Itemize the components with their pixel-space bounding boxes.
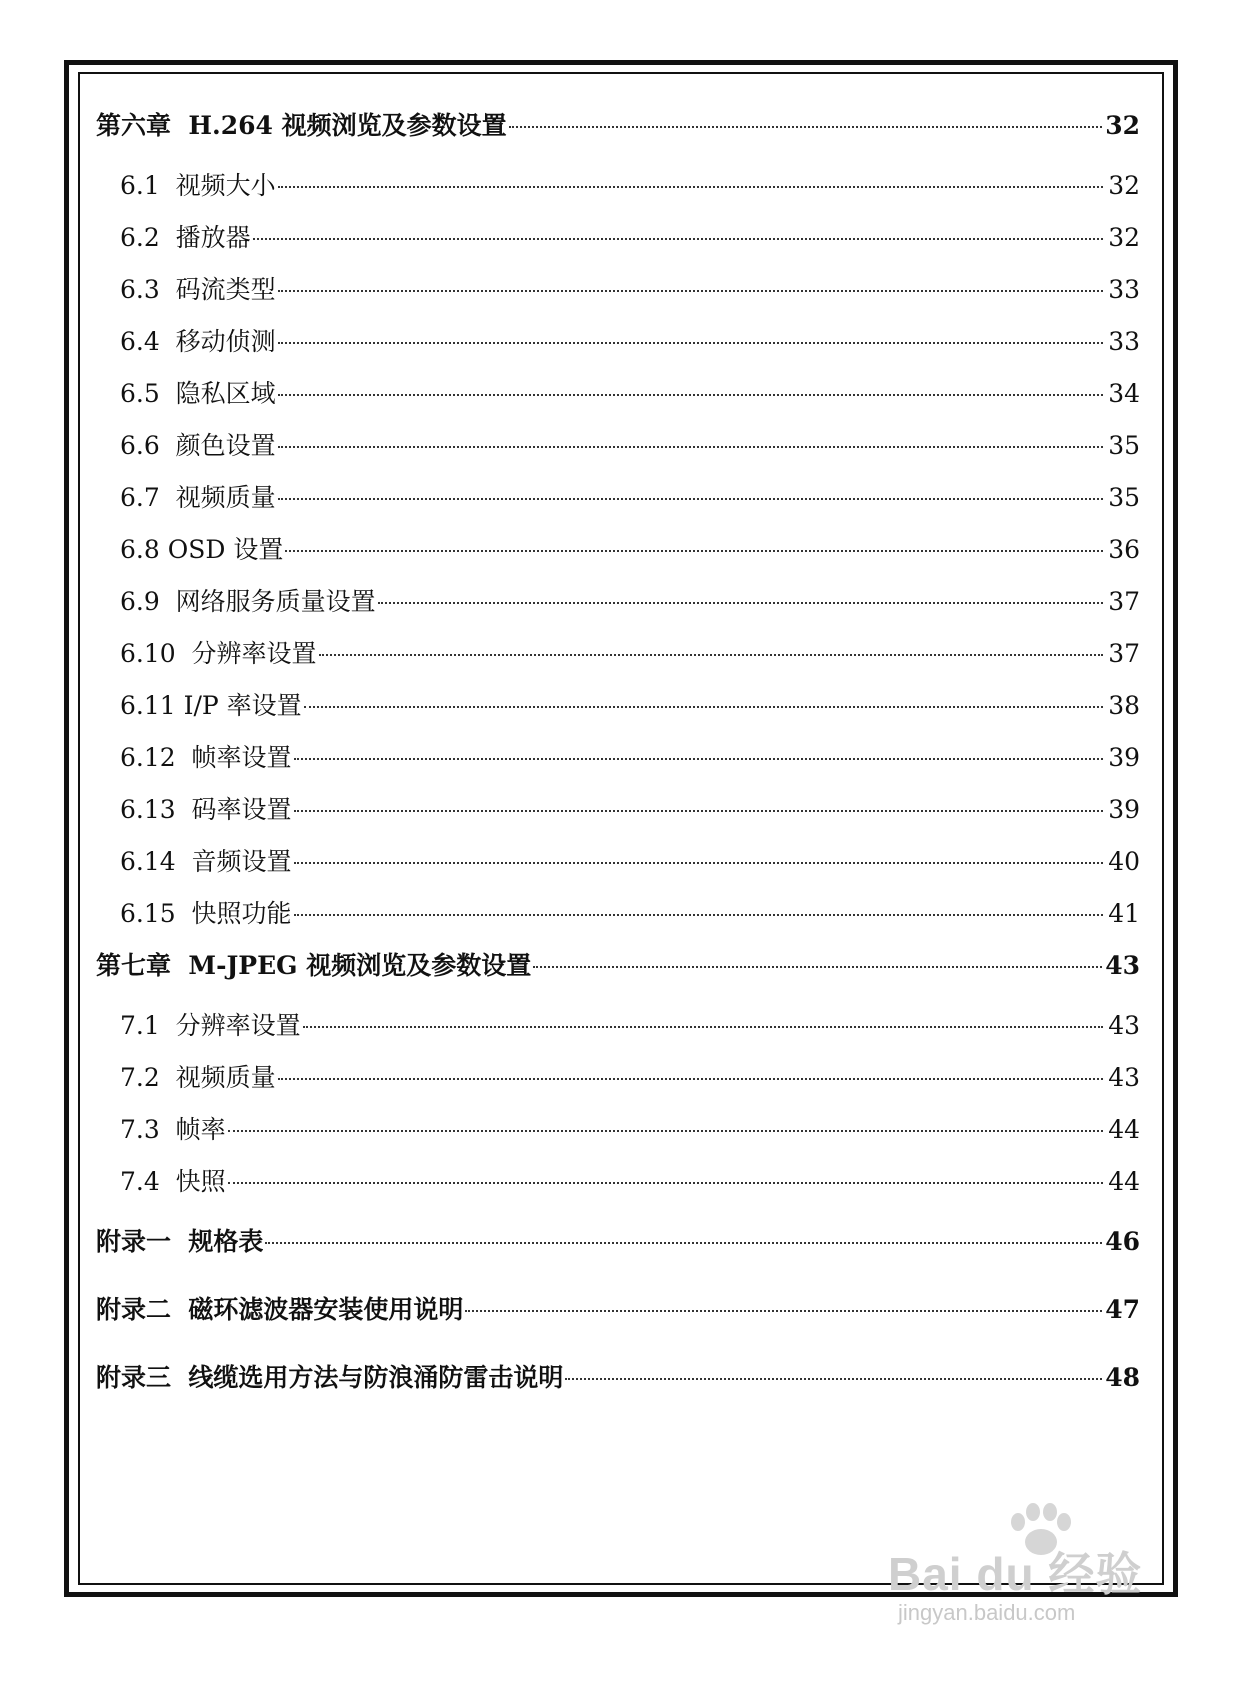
leader-dots: [228, 1130, 1103, 1132]
leader-dots: [278, 446, 1103, 448]
leader-dots: [294, 810, 1103, 812]
toc-page-number: 44: [1108, 1115, 1140, 1144]
toc-page-number: 33: [1108, 327, 1140, 356]
toc-page-number: 35: [1108, 483, 1140, 512]
toc-entry-6-14[interactable]: [96, 836, 1140, 888]
toc-label: 6.5 隐私区域: [120, 379, 276, 408]
table-of-contents: [96, 100, 1140, 1404]
toc-page-number: 37: [1108, 639, 1140, 668]
toc-label: 6.4 移动侦测: [120, 327, 276, 356]
toc-page-number: 43: [1108, 1063, 1140, 1092]
leader-dots: [565, 1378, 1102, 1380]
toc-page-number: 32: [1105, 111, 1140, 140]
toc-label: 7.2 视频质量: [120, 1063, 276, 1092]
leader-dots: [278, 186, 1103, 188]
leader-dots: [294, 914, 1103, 916]
leader-dots: [228, 1182, 1103, 1184]
leader-dots: [378, 602, 1103, 604]
toc-entry-6-6[interactable]: [96, 420, 1140, 472]
toc-page-number: 33: [1108, 275, 1140, 304]
toc-page-number: 36: [1108, 535, 1140, 564]
toc-page-number: 44: [1108, 1167, 1140, 1196]
toc-label: 附录一 规格表: [96, 1227, 264, 1256]
toc-page-number: 32: [1108, 171, 1140, 200]
leader-dots: [319, 654, 1103, 656]
leader-dots: [278, 290, 1103, 292]
toc-label: 6.11 I/P 率设置: [120, 691, 302, 720]
leader-dots: [533, 966, 1102, 968]
toc-page-number: 43: [1108, 1011, 1140, 1040]
toc-page-number: 47: [1105, 1295, 1140, 1324]
toc-label: 6.7 视频质量: [120, 483, 276, 512]
toc-page-number: 41: [1108, 899, 1140, 928]
toc-page-number: 40: [1108, 847, 1140, 876]
toc-appendix-1[interactable]: [96, 1216, 1140, 1268]
toc-page-number: 32: [1108, 223, 1140, 252]
toc-page-number: 34: [1108, 379, 1140, 408]
toc-page-number: 37: [1108, 587, 1140, 616]
leader-dots: [294, 758, 1103, 760]
toc-label: 第七章 M-JPEG 视频浏览及参数设置: [96, 951, 532, 980]
leader-dots: [304, 706, 1103, 708]
toc-entry-6-12[interactable]: [96, 732, 1140, 784]
leader-dots: [278, 1078, 1103, 1080]
toc-entry-6-9[interactable]: [96, 576, 1140, 628]
toc-entry-6-8[interactable]: [96, 524, 1140, 576]
toc-label: 6.3 码流类型: [120, 275, 276, 304]
toc-label: 第六章 H.264 视频浏览及参数设置: [96, 111, 507, 140]
toc-page-number: 43: [1105, 951, 1140, 980]
toc-entry-6-2[interactable]: [96, 212, 1140, 264]
toc-entry-6-11[interactable]: [96, 680, 1140, 732]
toc-page-number: 35: [1108, 431, 1140, 460]
toc-page-number: 39: [1108, 743, 1140, 772]
toc-label: 6.14 音频设置: [120, 847, 292, 876]
toc-page-number: 38: [1108, 691, 1140, 720]
toc-label: 6.13 码率设置: [120, 795, 292, 824]
leader-dots: [278, 394, 1103, 396]
leader-dots: [253, 238, 1103, 240]
toc-entry-6-10[interactable]: [96, 628, 1140, 680]
toc-entry-6-15[interactable]: [96, 888, 1140, 940]
leader-dots: [509, 126, 1103, 128]
toc-label: 6.6 颜色设置: [120, 431, 276, 460]
toc-label: 6.10 分辨率设置: [120, 639, 317, 668]
leader-dots: [285, 550, 1103, 552]
toc-label: 6.2 播放器: [120, 223, 251, 252]
toc-entry-7-1[interactable]: [96, 1000, 1140, 1052]
toc-entry-6-5[interactable]: [96, 368, 1140, 420]
toc-label: 7.4 快照: [120, 1167, 226, 1196]
leader-dots: [278, 342, 1103, 344]
leader-dots: [294, 862, 1103, 864]
leader-dots: [278, 498, 1103, 500]
toc-chapter-7[interactable]: [96, 940, 1140, 992]
leader-dots: [265, 1242, 1102, 1244]
baidu-watermark: [888, 1500, 1188, 1630]
toc-page-number: 46: [1105, 1227, 1140, 1256]
toc-page-number: 48: [1105, 1363, 1140, 1392]
toc-appendix-3[interactable]: [96, 1352, 1140, 1404]
toc-entry-6-4[interactable]: [96, 316, 1140, 368]
toc-label: 6.15 快照功能: [120, 899, 292, 928]
toc-entry-6-13[interactable]: [96, 784, 1140, 836]
toc-label: 7.1 分辨率设置: [120, 1011, 301, 1040]
toc-entry-7-4[interactable]: [96, 1156, 1140, 1208]
toc-entry-6-7[interactable]: [96, 472, 1140, 524]
toc-chapter-6[interactable]: [96, 100, 1140, 152]
toc-label: 6.12 帧率设置: [120, 743, 292, 772]
leader-dots: [303, 1026, 1103, 1028]
toc-label: 6.9 网络服务质量设置: [120, 587, 376, 616]
toc-label: 7.3 帧率: [120, 1115, 226, 1144]
toc-entry-6-3[interactable]: [96, 264, 1140, 316]
toc-page-number: 39: [1108, 795, 1140, 824]
toc-label: 附录二 磁环滤波器安装使用说明: [96, 1295, 464, 1324]
toc-entry-7-3[interactable]: [96, 1104, 1140, 1156]
watermark-url: jingyan.baidu.com: [898, 1600, 1076, 1625]
toc-label: 附录三 线缆选用方法与防浪涌防雷击说明: [96, 1363, 564, 1392]
leader-dots: [465, 1310, 1102, 1312]
toc-label: 6.1 视频大小: [120, 171, 276, 200]
watermark-brand: Bai du 经验: [888, 1548, 1143, 1600]
toc-label: 6.8 OSD 设置: [120, 535, 284, 564]
toc-appendix-2[interactable]: [96, 1284, 1140, 1336]
toc-entry-7-2[interactable]: [96, 1052, 1140, 1104]
toc-entry-6-1[interactable]: [96, 160, 1140, 212]
